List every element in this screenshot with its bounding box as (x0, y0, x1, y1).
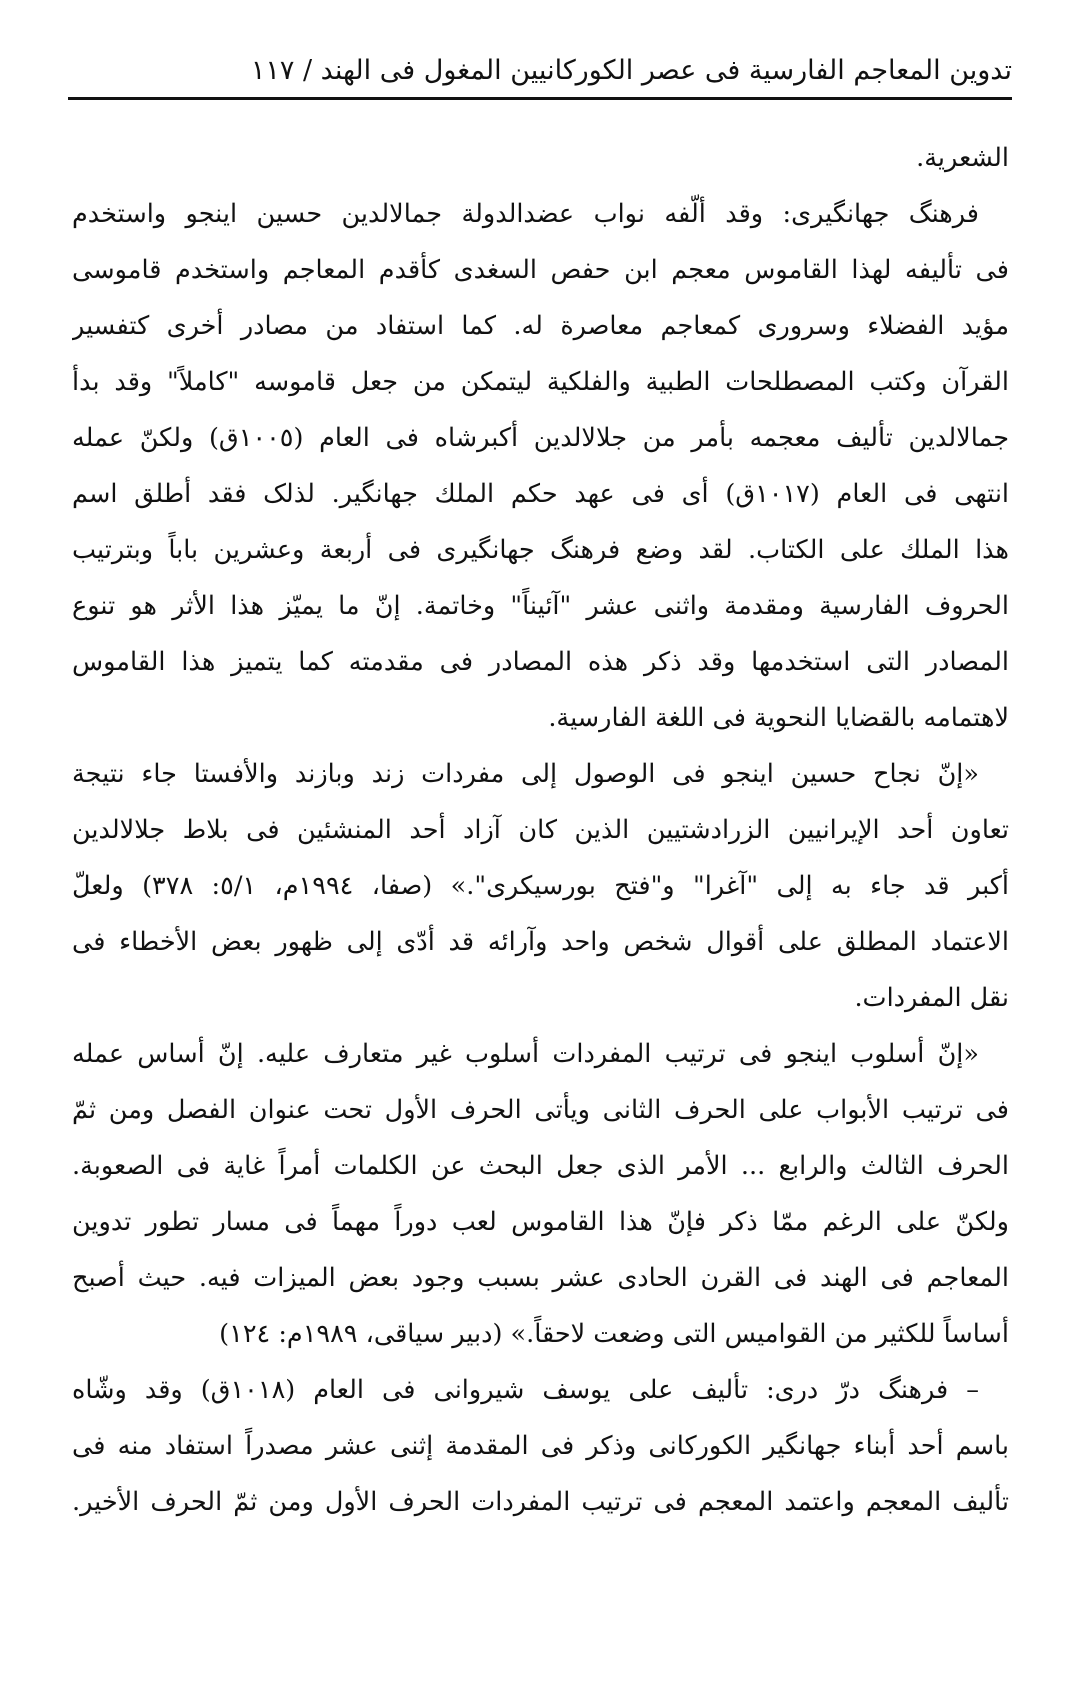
text-line: نقل المفردات. (854, 983, 1009, 1013)
text-line: انتهى فى العام (١٠١٧ق) أى فى عهد حكم الملك جهانگير. لذلک فقد أطلق اسم (72, 479, 1009, 509)
text-line: لاهتمامه بالقضايا النحوية فى اللغة الفارسية. (548, 703, 1009, 733)
text-line: فى ترتيب الأبواب على الحرف الثانى ويأتى الحرف الأول تحت عنوان الفصل ومن ثمّ (72, 1095, 1009, 1125)
text-line: تعاون أحد الإيرانيين الزرادشتيين الذين كان آزاد أحد المنشئين فى بلاط جلالالدين (72, 815, 1009, 845)
body-text (72, 130, 1009, 1530)
text-line: مؤيد الفضلاء وسرورى كمعاجم معاصرة له. كما استفاد من مصادر أخرى كتفسير (72, 311, 1009, 341)
text-line: المصادر التى استخدمها وقد ذكر هذه المصادر فى مقدمته كما يتميز هذا القاموس (72, 647, 1009, 677)
text-line: «إنّ أسلوب اينجو فى ترتيب المفردات أسلوب غير متعارف عليه. إنّ أساس عمله (72, 1039, 979, 1069)
text-line: المعاجم فى الهند فى القرن الحادى عشر بسبب وجود بعض الميزات فيه. حيث أصبح (72, 1263, 1009, 1293)
text-line: الشعرية. (916, 143, 1009, 173)
text-line: أساساً للكثير من القواميس التى وضعت لاحقاً.» (دبير سياقى، ١٩٨٩م: ١٢٤) (219, 1319, 1009, 1349)
text-line: جمالالدين تأليف معجمه بأمر من جلالالدين أكبرشاه فى العام (١٠٠٥ق) ولكنّ عمله (72, 423, 1009, 453)
text-line: باسم أحد أبناء جهانگير الكوركانى وذكر فى المقدمة إثنى عشر مصدراً استفاد منه فى (72, 1431, 1009, 1461)
text-line: فى تأليفه لهذا القاموس معجم ابن حفص السغدى كأقدم المعاجم واستخدم قاموسى (72, 255, 1009, 285)
text-line: الحروف الفارسية ومقدمة واثنى عشر "آئيناً" وخاتمة. إنّ ما يميّز هذا الأثر هو تنوع (72, 591, 1009, 621)
text-line: أكبر قد جاء به إلى "آغرا" و"فتح بورسيكرى".» (صفا، ١٩٩٤م، ٥/١: ٣٧٨) ولعلّ (72, 871, 1009, 901)
text-line: ولكنّ على الرغم ممّا ذكر فإنّ هذا القاموس لعب دوراً مهماً فى مسار تطور تدوين (72, 1207, 1009, 1237)
text-line: الاعتماد المطلق على أقوال شخص واحد وآرائه قد أدّى إلى ظهور بعض الأخطاء فى (72, 927, 1009, 957)
running-header: تدوين المعاجم الفارسية فى عصر الكوركانيين المغول فى الهند / ١١٧ (250, 55, 1012, 86)
text-line: هذا الملك على الكتاب. لقد وضع فرهنگ جهانگيرى فى أربعة وعشرين باباً وبترتيب (72, 535, 1009, 565)
text-line: فرهنگ جهانگيرى: وقد ألّفه نواب عضدالدولة جمالالدين حسين اينجو واستخدم (72, 199, 979, 229)
text-line: – فرهنگ درّ درى: تأليف على يوسف شيروانى فى العام (١٠١٨ق) وقد وشّاه (72, 1375, 979, 1405)
header-rule (68, 97, 1012, 100)
text-line: تأليف المعجم واعتمد المعجم فى ترتيب المفردات الحرف الأول ومن ثمّ الحرف الأخير. (72, 1487, 1009, 1517)
text-line: القرآن وكتب المصطلحات الطبية والفلكية ليتمكن من جعل قاموسه "كاملاً" وقد بدأ (72, 367, 1009, 397)
text-line: «إنّ نجاح حسين اينجو فى الوصول إلى مفردات زند وبازند والأفستا جاء نتيجة (72, 759, 979, 789)
text-line: الحرف الثالث والرابع ... الأمر الذى جعل البحث عن الكلمات أمراً غاية فى الصعوبة. (72, 1151, 1009, 1181)
